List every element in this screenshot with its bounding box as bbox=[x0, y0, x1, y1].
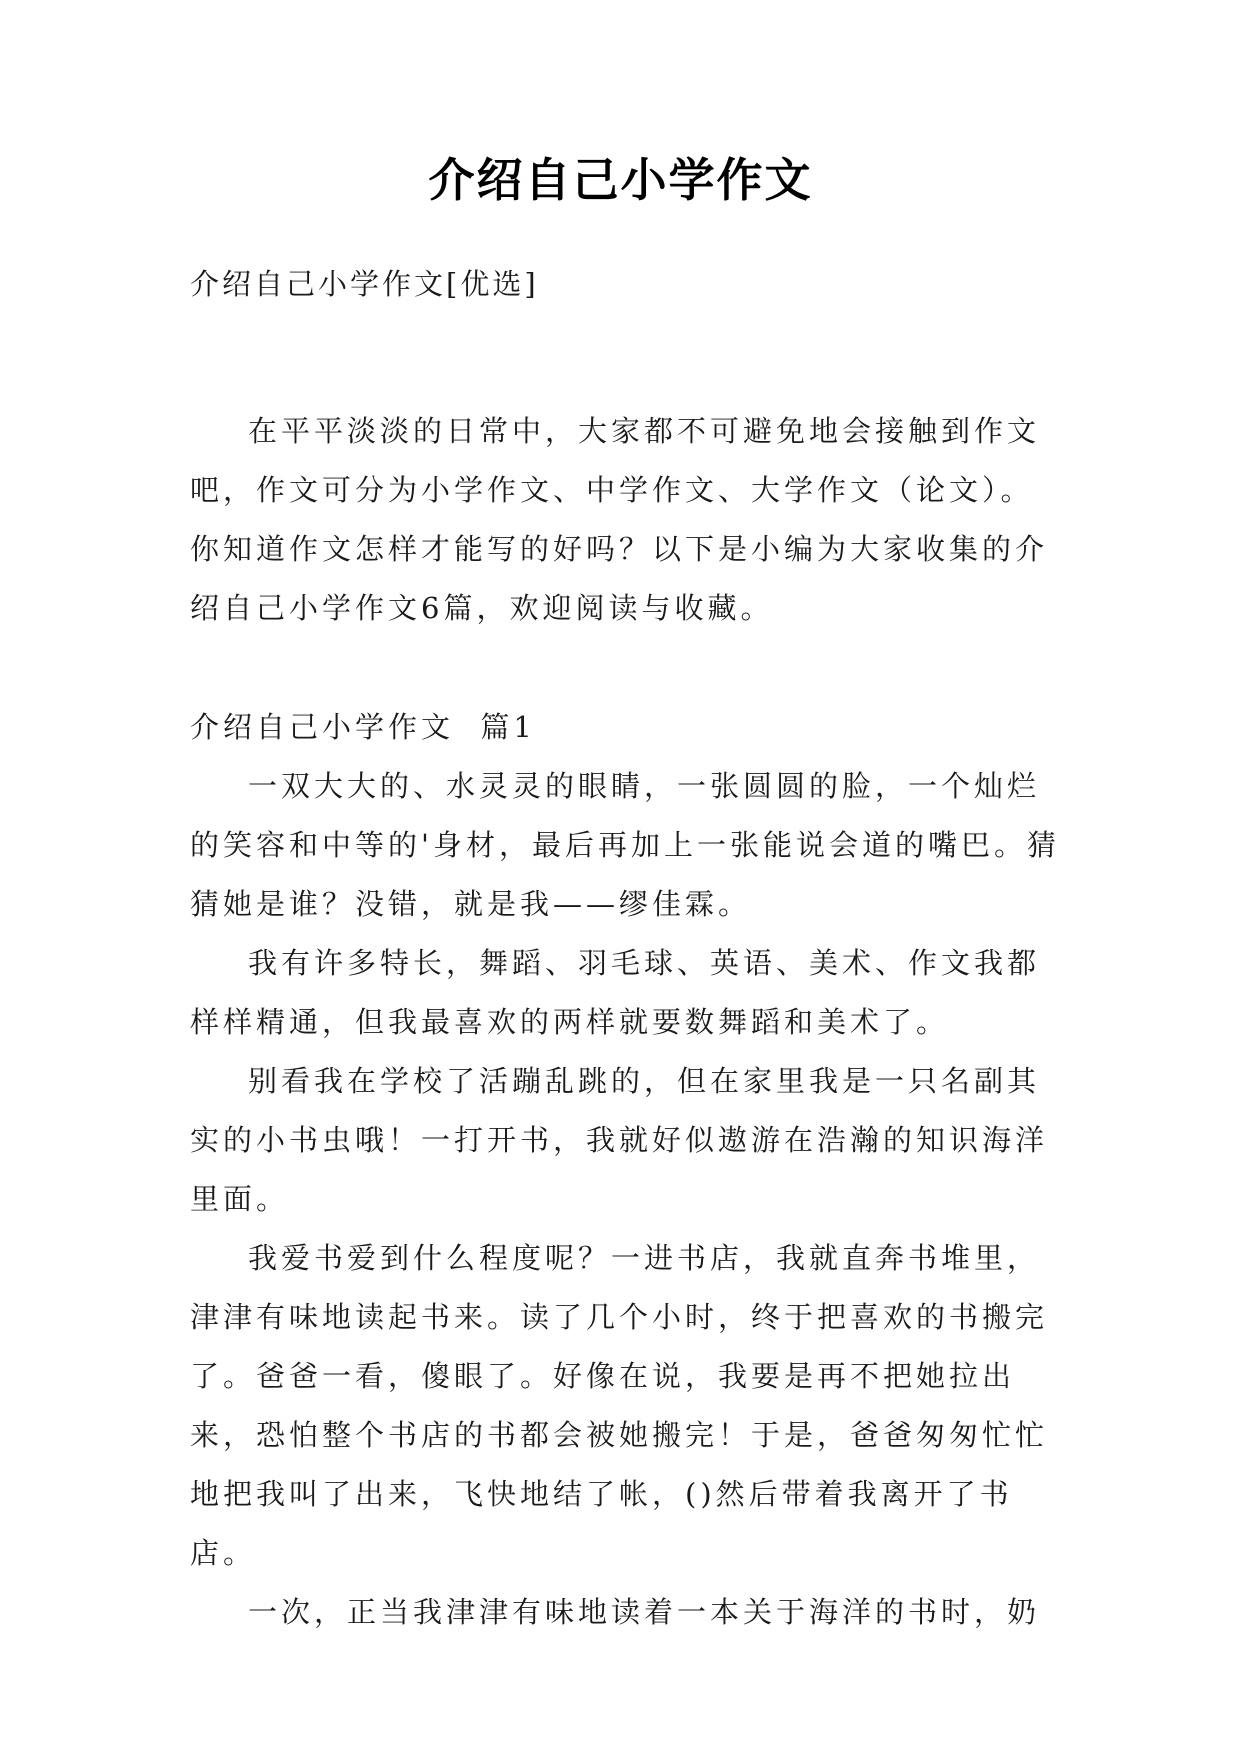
paragraph-3: 别看我在学校了活蹦乱跳的，但在家里我是一只名副其实的小书虫哦！一打开书，我就好似遨游在浩瀚的知识海洋里面。 bbox=[190, 1064, 1049, 1216]
intro-paragraph: 在平平淡淡的日常中，大家都不可避免地会接触到作文吧，作文可分为小学作文、中学作文、大学作文（论文）。你知道作文怎样才能写的好吗？以下是小编为大家收集的介绍自己小学作文6篇，欢迎阅读与收藏。 bbox=[190, 414, 1049, 625]
intro-section bbox=[190, 402, 1060, 638]
document-subtitle: 介绍自己小学作文[优选] bbox=[190, 267, 539, 301]
paragraph-1: 一双大大的、水灵灵的眼睛，一张圆圆的脸，一个灿烂的笑容和中等的'身材，最后再加上一张能说会道的嘴巴。猜猜她是谁？没错，就是我——缪佳霖。 bbox=[190, 769, 1060, 921]
paragraph-2: 我有许多特长，舞蹈、羽毛球、英语、美术、作文我都样样精通，但我最喜欢的两样就要数舞蹈和美术了。 bbox=[190, 946, 1041, 1039]
section-heading: 介绍自己小学作文 篇1 bbox=[190, 710, 536, 744]
document-title: 介绍自己小学作文 bbox=[428, 153, 813, 207]
essay-section-1 bbox=[190, 698, 1060, 1642]
paragraph-4: 我爱书爱到什么程度呢？一进书店，我就直奔书堆里，津津有味地读起书来。读了几个小时，终于把喜欢的书搬完了。爸爸一看，傻眼了。好像在说，我要是再不把她拉出来，恐怕整个书店的书都会被她搬完！于是，爸爸匆匆忙忙地把我叫了出来，飞快地结了帐，()然后带着我离开了书店。 bbox=[190, 1241, 1049, 1570]
paragraph-5: 一次，正当我津津有味地读着一本关于海洋的书时，奶 bbox=[248, 1595, 1041, 1629]
